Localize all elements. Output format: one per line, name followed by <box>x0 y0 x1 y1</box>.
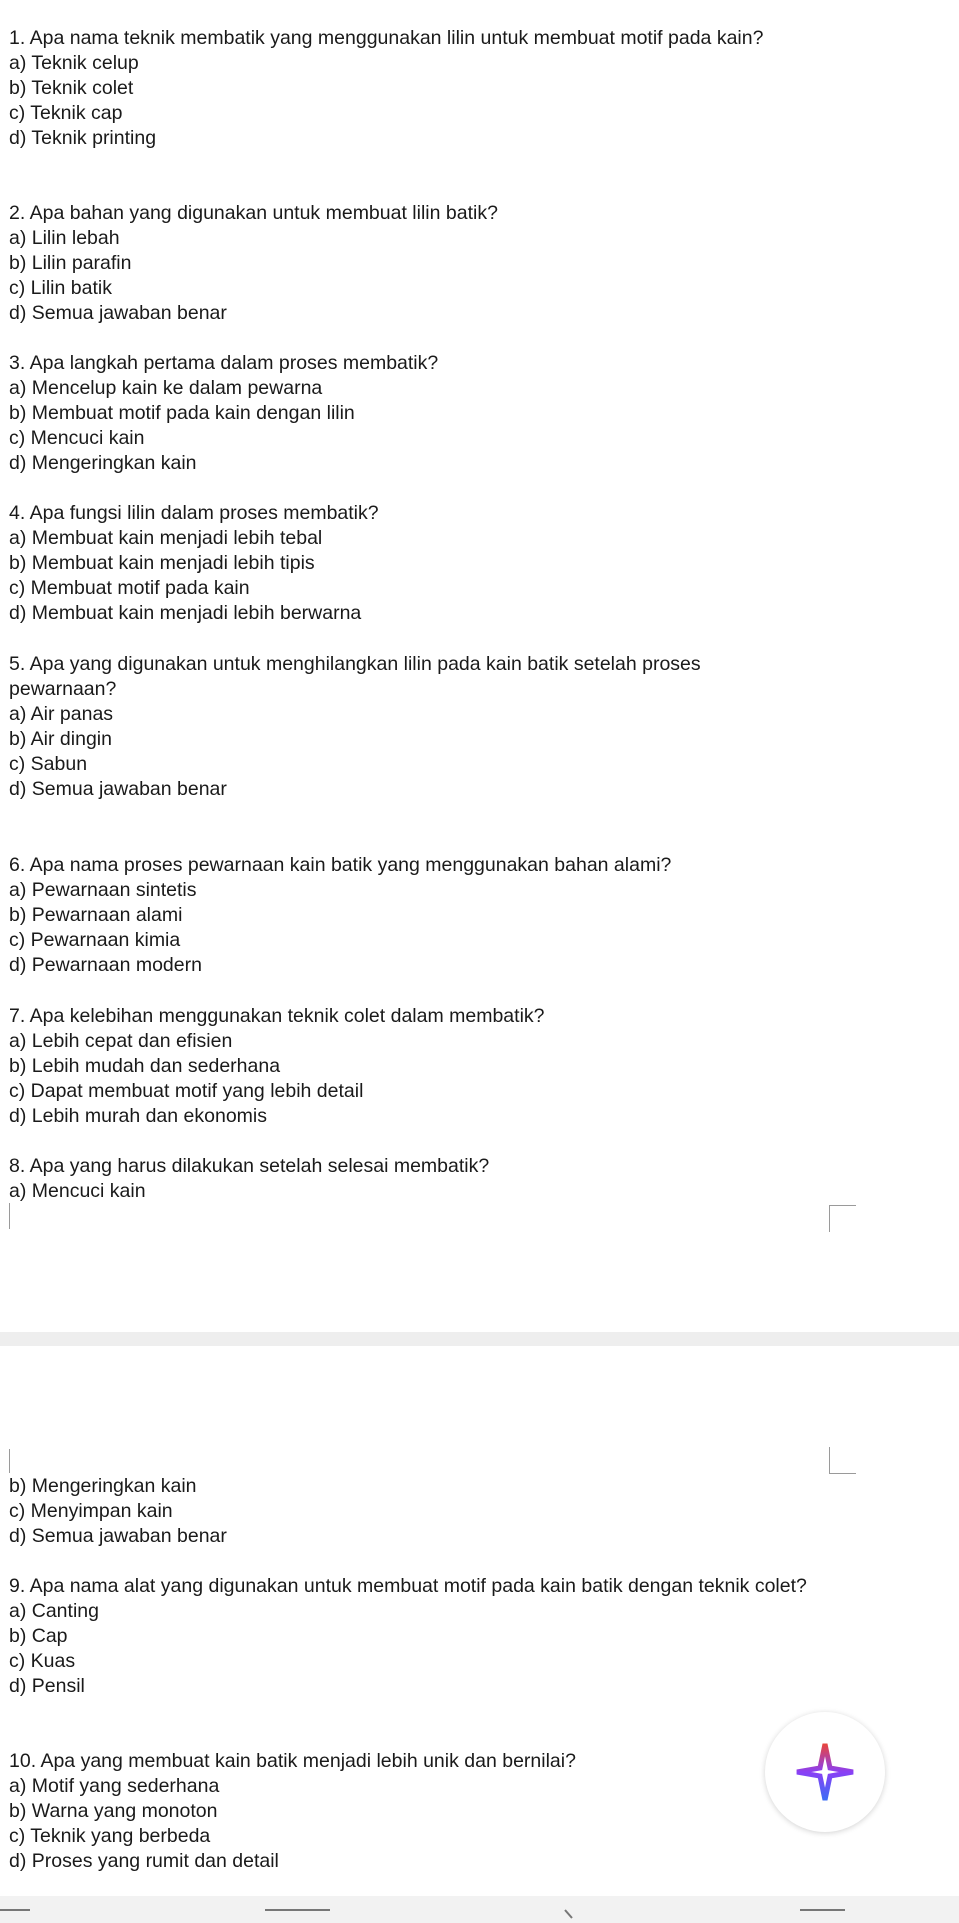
answer-option[interactable]: b) Warna yang monoton <box>9 1800 218 1822</box>
answer-option[interactable]: d) Pewarnaan modern <box>9 954 202 976</box>
crop-mark <box>829 1205 856 1232</box>
answer-option[interactable]: b) Membuat kain menjadi lebih tipis <box>9 552 315 574</box>
answer-option[interactable]: b) Lebih mudah dan sederhana <box>9 1055 281 1077</box>
question-7 <box>9 1004 809 1129</box>
question-text: 2. Apa bahan yang digunakan untuk membuat lilin batik? <box>9 202 498 224</box>
answer-option[interactable]: b) Lilin parafin <box>9 252 132 274</box>
question-3 <box>9 351 809 476</box>
answer-option[interactable]: c) Sabun <box>9 753 88 775</box>
answer-option[interactable]: a) Lebih cepat dan efisien <box>9 1030 233 1052</box>
question-5 <box>9 652 809 802</box>
answer-option[interactable]: d) Pensil <box>9 1675 85 1697</box>
question-text: 6. Apa nama proses pewarnaan kain batik yang menggunakan bahan alami? <box>9 854 672 876</box>
answer-option[interactable]: b) Cap <box>9 1625 68 1647</box>
answer-option[interactable]: c) Teknik yang berbeda <box>9 1825 211 1847</box>
answer-option[interactable]: a) Motif yang sederhana <box>9 1775 220 1797</box>
question-6 <box>9 853 809 978</box>
answer-option[interactable]: d) Lebih murah dan ekonomis <box>9 1105 267 1127</box>
question-4 <box>9 501 809 626</box>
question-10 <box>9 1749 809 1874</box>
ai-assistant-button[interactable] <box>765 1712 885 1832</box>
question-8 <box>9 1154 809 1204</box>
answer-option[interactable]: c) Mencuci kain <box>9 427 145 449</box>
crop-mark <box>0 1203 10 1229</box>
question-text: 7. Apa kelebihan menggunakan teknik colet dalam membatik? <box>9 1005 545 1027</box>
crop-mark <box>829 1447 856 1474</box>
question-text: 9. Apa nama alat yang digunakan untuk membuat motif pada kain batik dengan teknik colet? <box>9 1575 807 1597</box>
answer-option[interactable]: b) Teknik colet <box>9 77 134 99</box>
answer-option[interactable]: c) Membuat motif pada kain <box>9 577 250 599</box>
sparkle-icon <box>795 1742 855 1802</box>
answer-option[interactable]: a) Air panas <box>9 703 114 725</box>
question-text: 10. Apa yang membuat kain batik menjadi lebih unik dan bernilai? <box>9 1750 576 1772</box>
answer-option[interactable]: d) Membuat kain menjadi lebih berwarna <box>9 602 362 624</box>
question-8-continued <box>9 1474 809 1549</box>
answer-option[interactable]: c) Lilin batik <box>9 277 112 299</box>
answer-option[interactable]: b) Air dingin <box>9 728 112 750</box>
answer-option[interactable]: a) Pewarnaan sintetis <box>9 879 197 901</box>
answer-option[interactable]: a) Teknik celup <box>9 52 139 74</box>
answer-option[interactable]: d) Semua jawaban benar <box>9 1525 227 1547</box>
answer-option[interactable]: b) Pewarnaan alami <box>9 904 183 926</box>
question-text: 5. Apa yang digunakan untuk menghilangkan lilin pada kain batik setelah proses pewarnaan? <box>9 653 701 700</box>
answer-option[interactable]: b) Mengeringkan kain <box>9 1475 197 1497</box>
answer-option[interactable]: c) Pewarnaan kimia <box>9 929 181 951</box>
answer-option[interactable]: a) Canting <box>9 1600 99 1622</box>
answer-option[interactable]: d) Mengeringkan kain <box>9 452 197 474</box>
question-text: 8. Apa yang harus dilakukan setelah selesai membatik? <box>9 1155 490 1177</box>
answer-option[interactable]: c) Menyimpan kain <box>9 1500 173 1522</box>
page-break <box>0 1332 959 1346</box>
answer-option[interactable]: d) Semua jawaban benar <box>9 302 227 324</box>
question-text: 4. Apa fungsi lilin dalam proses membatik? <box>9 502 379 524</box>
answer-option[interactable]: d) Proses yang rumit dan detail <box>9 1850 279 1872</box>
question-text: 3. Apa langkah pertama dalam proses membatik? <box>9 352 439 374</box>
answer-option[interactable]: b) Membuat motif pada kain dengan lilin <box>9 402 355 424</box>
question-9 <box>9 1574 809 1699</box>
answer-option[interactable]: d) Semua jawaban benar <box>9 778 227 800</box>
question-text: 1. Apa nama teknik membatik yang menggunakan lilin untuk membuat motif pada kain? <box>9 27 764 49</box>
question-2 <box>9 201 809 326</box>
answer-option[interactable]: a) Lilin lebah <box>9 227 120 249</box>
answer-option[interactable]: c) Teknik cap <box>9 102 123 124</box>
answer-option[interactable]: c) Dapat membuat motif yang lebih detail <box>9 1080 364 1102</box>
answer-option[interactable]: a) Mencelup kain ke dalam pewarna <box>9 377 323 399</box>
answer-option[interactable]: a) Membuat kain menjadi lebih tebal <box>9 527 323 549</box>
next-page-edge <box>0 1896 959 1923</box>
crop-mark <box>0 1449 10 1473</box>
question-1 <box>9 26 809 151</box>
answer-option[interactable]: d) Teknik printing <box>9 127 157 149</box>
answer-option[interactable]: c) Kuas <box>9 1650 76 1672</box>
answer-option[interactable]: a) Mencuci kain <box>9 1180 146 1202</box>
